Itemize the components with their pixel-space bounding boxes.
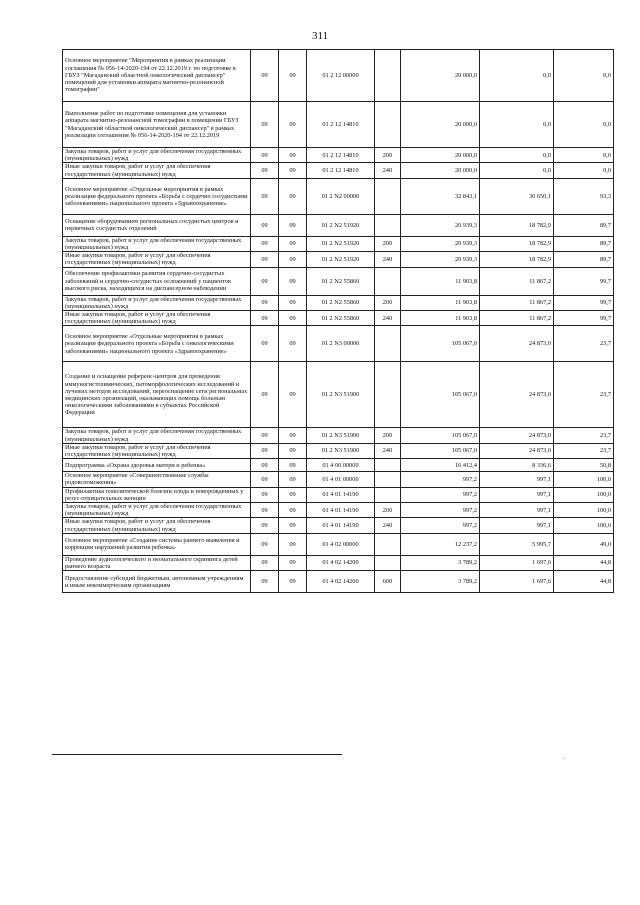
percent-cell: 0,0 (554, 163, 614, 178)
expense-type-cell (375, 533, 401, 555)
percent-cell: 23,7 (554, 428, 614, 443)
table-row (63, 50, 614, 102)
table-row (63, 214, 614, 236)
actual-amount-cell: 30 650,1 (480, 178, 554, 214)
section-cell: 09 (251, 503, 279, 518)
subsection-cell: 09 (279, 443, 307, 458)
row-name: Основное мероприятие «Отдельные мероприятия в рамках реализации федерального проекта «Борьба с онкологическими заболеваниями» национального проекта «Здравоохранение» (63, 326, 251, 362)
target-code-cell: 01 2 N2 51920 (307, 236, 375, 251)
expense-type-cell (375, 326, 401, 362)
plan-amount-cell: 16 412,4 (401, 459, 480, 472)
percent-cell: 89,7 (554, 214, 614, 236)
expense-type-cell (375, 267, 401, 295)
table-row (63, 102, 614, 148)
subsection-cell: 09 (279, 214, 307, 236)
subsection-cell: 09 (279, 571, 307, 593)
table-row (63, 487, 614, 502)
table-row (63, 252, 614, 267)
expense-type-cell: 240 (375, 163, 401, 178)
subsection-cell: 09 (279, 236, 307, 251)
plan-amount-cell: 997,2 (401, 472, 480, 487)
section-cell: 09 (251, 311, 279, 326)
plan-amount-cell: 105 067,0 (401, 326, 480, 362)
subsection-cell: 09 (279, 295, 307, 310)
table-row (63, 236, 614, 251)
row-name: Закупка товаров, работ и услуг для обеспечения государственных (муниципальных) нужд (63, 428, 251, 443)
row-name: Основное мероприятие «Создание системы раннего выявления и коррекции нарушений развития ребенка» (63, 533, 251, 555)
section-cell: 09 (251, 50, 279, 102)
actual-amount-cell: 5 995,7 (480, 533, 554, 555)
table-row (63, 459, 614, 472)
target-code-cell: 01 2 N3 51900 (307, 443, 375, 458)
expense-type-cell: 240 (375, 311, 401, 326)
row-name: Оснащение оборудованием региональных сосудистых центров и первичных сосудистых отделений (63, 214, 251, 236)
table-row (63, 311, 614, 326)
percent-cell: 100,0 (554, 503, 614, 518)
plan-amount-cell: 20 000,0 (401, 50, 480, 102)
section-cell: 09 (251, 252, 279, 267)
subsection-cell: 09 (279, 428, 307, 443)
plan-amount-cell: 20 939,3 (401, 252, 480, 267)
table-row (63, 443, 614, 458)
section-cell: 09 (251, 487, 279, 502)
row-name: Закупка товаров, работ и услуг для обеспечения государственных (муниципальных) нужд (63, 295, 251, 310)
expense-type-cell (375, 555, 401, 570)
actual-amount-cell: 997,1 (480, 503, 554, 518)
row-name: Профилактика гемолитической болезни плода и новорожденных у резус-отрицательных женщин (63, 487, 251, 502)
actual-amount-cell: 11 867,2 (480, 295, 554, 310)
target-code-cell: 01 2 12 14810 (307, 163, 375, 178)
subsection-cell: 09 (279, 503, 307, 518)
percent-cell: 99,7 (554, 311, 614, 326)
expense-type-cell (375, 362, 401, 428)
percent-cell: 23,7 (554, 443, 614, 458)
plan-amount-cell: 20 939,3 (401, 236, 480, 251)
target-code-cell: 01 2 N2 55860 (307, 295, 375, 310)
expense-type-cell: 240 (375, 252, 401, 267)
subsection-cell: 09 (279, 50, 307, 102)
percent-cell: 0,0 (554, 50, 614, 102)
row-name: Выполнение работ по подготовке помещения для установки аппарата магнитно-резонансной томографии в помещении ГБУЗ "Магаданский областной онкологический диспансер" в рамках реализации соглашения № 056-14-2020-194 от 22.12.2019 (63, 102, 251, 148)
target-code-cell: 01 2 N3 51900 (307, 362, 375, 428)
row-name: Основное мероприятие «Совершенствование службы родовспоможения» (63, 472, 251, 487)
table-row (63, 555, 614, 570)
section-cell: 09 (251, 178, 279, 214)
row-name: Основное мероприятие «Отдельные мероприятия в рамках реализации федерального проекта «Борьба с сердечно сосудистыми заболеваниями» национального проекта «Здравоохранение» (63, 178, 251, 214)
percent-cell: 44,8 (554, 571, 614, 593)
plan-amount-cell: 3 789,2 (401, 555, 480, 570)
plan-amount-cell: 12 237,2 (401, 533, 480, 555)
section-cell: 09 (251, 326, 279, 362)
percent-cell: 99,7 (554, 295, 614, 310)
section-cell: 09 (251, 267, 279, 295)
table-row (63, 163, 614, 178)
margin-mark: . (563, 752, 565, 761)
actual-amount-cell: 0,0 (480, 148, 554, 163)
expense-type-cell: 200 (375, 503, 401, 518)
subsection-cell: 09 (279, 267, 307, 295)
subsection-cell: 09 (279, 555, 307, 570)
subsection-cell: 09 (279, 533, 307, 555)
plan-amount-cell: 11 903,8 (401, 295, 480, 310)
section-cell: 09 (251, 428, 279, 443)
percent-cell: 0,0 (554, 102, 614, 148)
subsection-cell: 09 (279, 163, 307, 178)
plan-amount-cell: 997,2 (401, 487, 480, 502)
percent-cell: 50,8 (554, 459, 614, 472)
target-code-cell: 01 2 N2 51920 (307, 252, 375, 267)
expense-type-cell (375, 50, 401, 102)
expense-type-cell (375, 459, 401, 472)
section-cell: 09 (251, 533, 279, 555)
percent-cell: 23,7 (554, 362, 614, 428)
expense-type-cell (375, 214, 401, 236)
row-name: Закупка товаров, работ и услуг для обеспечения государственных (муниципальных) нужд (63, 503, 251, 518)
percent-cell: 99,7 (554, 267, 614, 295)
expense-type-cell: 240 (375, 518, 401, 533)
target-code-cell: 01 4 00 00000 (307, 459, 375, 472)
actual-amount-cell: 18 782,9 (480, 236, 554, 251)
plan-amount-cell: 997,2 (401, 503, 480, 518)
table-row (63, 533, 614, 555)
footer-rule (52, 754, 342, 755)
target-code-cell: 01 2 N3 51900 (307, 428, 375, 443)
table-row (63, 472, 614, 487)
plan-amount-cell: 105 067,0 (401, 428, 480, 443)
plan-amount-cell: 3 789,2 (401, 571, 480, 593)
expense-type-cell (375, 102, 401, 148)
percent-cell: 0,0 (554, 148, 614, 163)
section-cell: 09 (251, 102, 279, 148)
table-row (63, 295, 614, 310)
expense-type-cell: 200 (375, 295, 401, 310)
row-name: Закупка товаров, работ и услуг для обеспечения государственных (муниципальных) нужд (63, 148, 251, 163)
section-cell: 09 (251, 295, 279, 310)
section-cell: 09 (251, 472, 279, 487)
section-cell: 09 (251, 148, 279, 163)
actual-amount-cell: 1 697,6 (480, 571, 554, 593)
row-name: Предоставление субсидий бюджетным, автономным учреждениям и иным некоммерческим организациям (63, 571, 251, 593)
section-cell: 09 (251, 236, 279, 251)
row-name: Проведение аудиологического и неонатального скрининга детей раннего возраста (63, 555, 251, 570)
plan-amount-cell: 105 067,0 (401, 443, 480, 458)
row-name: Иные закупки товаров, работ и услуг для обеспечения государственных (муниципальных) нужд (63, 163, 251, 178)
actual-amount-cell: 18 782,9 (480, 214, 554, 236)
target-code-cell: 01 4 01 00000 (307, 472, 375, 487)
expense-type-cell (375, 178, 401, 214)
row-name: Иные закупки товаров, работ и услуг для обеспечения государственных (муниципальных) нужд (63, 252, 251, 267)
subsection-cell: 09 (279, 518, 307, 533)
actual-amount-cell: 24 873,0 (480, 428, 554, 443)
target-code-cell: 01 4 01 14190 (307, 503, 375, 518)
section-cell: 09 (251, 555, 279, 570)
actual-amount-cell: 24 873,0 (480, 326, 554, 362)
percent-cell: 23,7 (554, 326, 614, 362)
table-row (63, 428, 614, 443)
target-code-cell: 01 2 N2 55860 (307, 267, 375, 295)
table-row (63, 148, 614, 163)
table-row (63, 178, 614, 214)
target-code-cell: 01 2 N3 00000 (307, 326, 375, 362)
expense-type-cell: 600 (375, 571, 401, 593)
section-cell: 09 (251, 518, 279, 533)
target-code-cell: 01 4 01 14190 (307, 518, 375, 533)
actual-amount-cell: 997,1 (480, 472, 554, 487)
actual-amount-cell: 11 867,2 (480, 311, 554, 326)
percent-cell: 100,0 (554, 472, 614, 487)
target-code-cell: 01 4 02 14200 (307, 571, 375, 593)
target-code-cell: 01 4 02 00000 (307, 533, 375, 555)
section-cell: 09 (251, 362, 279, 428)
target-code-cell: 01 2 12 14810 (307, 148, 375, 163)
actual-amount-cell: 997,1 (480, 518, 554, 533)
table-row (63, 518, 614, 533)
plan-amount-cell: 20 939,3 (401, 214, 480, 236)
table-row (63, 326, 614, 362)
section-cell: 09 (251, 571, 279, 593)
expense-type-cell: 200 (375, 428, 401, 443)
budget-table (62, 49, 614, 593)
plan-amount-cell: 11 903,8 (401, 311, 480, 326)
row-name: Иные закупки товаров, работ и услуг для обеспечения государственных (муниципальных) нужд (63, 518, 251, 533)
row-name: Подпрограмма «Охрана здоровья матери и ребенка» (63, 459, 251, 472)
percent-cell: 89,7 (554, 252, 614, 267)
subsection-cell: 09 (279, 472, 307, 487)
actual-amount-cell: 997,1 (480, 487, 554, 502)
actual-amount-cell: 1 697,6 (480, 555, 554, 570)
target-code-cell: 01 2 12 00000 (307, 50, 375, 102)
subsection-cell: 09 (279, 148, 307, 163)
table-row (63, 571, 614, 593)
actual-amount-cell: 11 867,2 (480, 267, 554, 295)
percent-cell: 49,0 (554, 533, 614, 555)
section-cell: 09 (251, 459, 279, 472)
section-cell: 09 (251, 443, 279, 458)
subsection-cell: 09 (279, 102, 307, 148)
page-number: 311 (311, 30, 329, 42)
subsection-cell: 09 (279, 326, 307, 362)
plan-amount-cell: 20 000,0 (401, 163, 480, 178)
expense-type-cell: 200 (375, 236, 401, 251)
expense-type-cell: 200 (375, 148, 401, 163)
target-code-cell: 01 2 N2 00000 (307, 178, 375, 214)
subsection-cell: 09 (279, 178, 307, 214)
table-row (63, 362, 614, 428)
plan-amount-cell: 105 067,0 (401, 362, 480, 428)
table-row (63, 503, 614, 518)
plan-amount-cell: 20 000,0 (401, 102, 480, 148)
actual-amount-cell: 0,0 (480, 50, 554, 102)
target-code-cell: 01 2 12 14810 (307, 102, 375, 148)
actual-amount-cell: 24 873,0 (480, 443, 554, 458)
row-name: Иные закупки товаров, работ и услуг для обеспечения государственных (муниципальных) нужд (63, 443, 251, 458)
percent-cell: 100,0 (554, 518, 614, 533)
plan-amount-cell: 997,2 (401, 518, 480, 533)
section-cell: 09 (251, 214, 279, 236)
table-row (63, 267, 614, 295)
expense-type-cell (375, 487, 401, 502)
section-cell: 09 (251, 163, 279, 178)
row-name: Иные закупки товаров, работ и услуг для обеспечения государственных (муниципальных) нужд (63, 311, 251, 326)
percent-cell: 44,8 (554, 555, 614, 570)
subsection-cell: 09 (279, 362, 307, 428)
expense-type-cell: 240 (375, 443, 401, 458)
subsection-cell: 09 (279, 487, 307, 502)
subsection-cell: 09 (279, 459, 307, 472)
row-name: Основное мероприятие "Мероприятия в рамках реализации соглашения № 056-14-2020-194 от 22.12.2019 г. по подготовке в ГБУЗ "Магаданский областной онкологический диспансер" помещений для установки аппарата магнитно-резонансной томографии" (63, 50, 251, 102)
actual-amount-cell: 8 336,6 (480, 459, 554, 472)
expense-type-cell (375, 472, 401, 487)
plan-amount-cell: 32 843,1 (401, 178, 480, 214)
plan-amount-cell: 20 000,0 (401, 148, 480, 163)
percent-cell: 89,7 (554, 236, 614, 251)
actual-amount-cell: 24 873,0 (480, 362, 554, 428)
actual-amount-cell: 0,0 (480, 102, 554, 148)
row-name: Закупка товаров, работ и услуг для обеспечения государственных (муниципальных) нужд (63, 236, 251, 251)
plan-amount-cell: 11 903,8 (401, 267, 480, 295)
target-code-cell: 01 2 N2 55860 (307, 311, 375, 326)
target-code-cell: 01 2 N2 51920 (307, 214, 375, 236)
target-code-cell: 01 4 02 14200 (307, 555, 375, 570)
percent-cell: 100,0 (554, 487, 614, 502)
subsection-cell: 09 (279, 252, 307, 267)
actual-amount-cell: 18 782,9 (480, 252, 554, 267)
target-code-cell: 01 4 01 14190 (307, 487, 375, 502)
percent-cell: 93,3 (554, 178, 614, 214)
subsection-cell: 09 (279, 311, 307, 326)
row-name: Обеспечение профилактики развития сердечно-сосудистых заболеваний и сердечно-сосудистых осложнений у пациентов высокого риска, находящихся на диспансерном наблюдении (63, 267, 251, 295)
actual-amount-cell: 0,0 (480, 163, 554, 178)
row-name: Создание и оснащение референс-центров для проведения иммуногистохимических, патоморфологических исследований и лучевых методов исследований, переоснащение сети региональных медицинских организаций, оказывающих помощь больным онкологическими заболеваниями в субъектах Российской Федерации (63, 362, 251, 428)
